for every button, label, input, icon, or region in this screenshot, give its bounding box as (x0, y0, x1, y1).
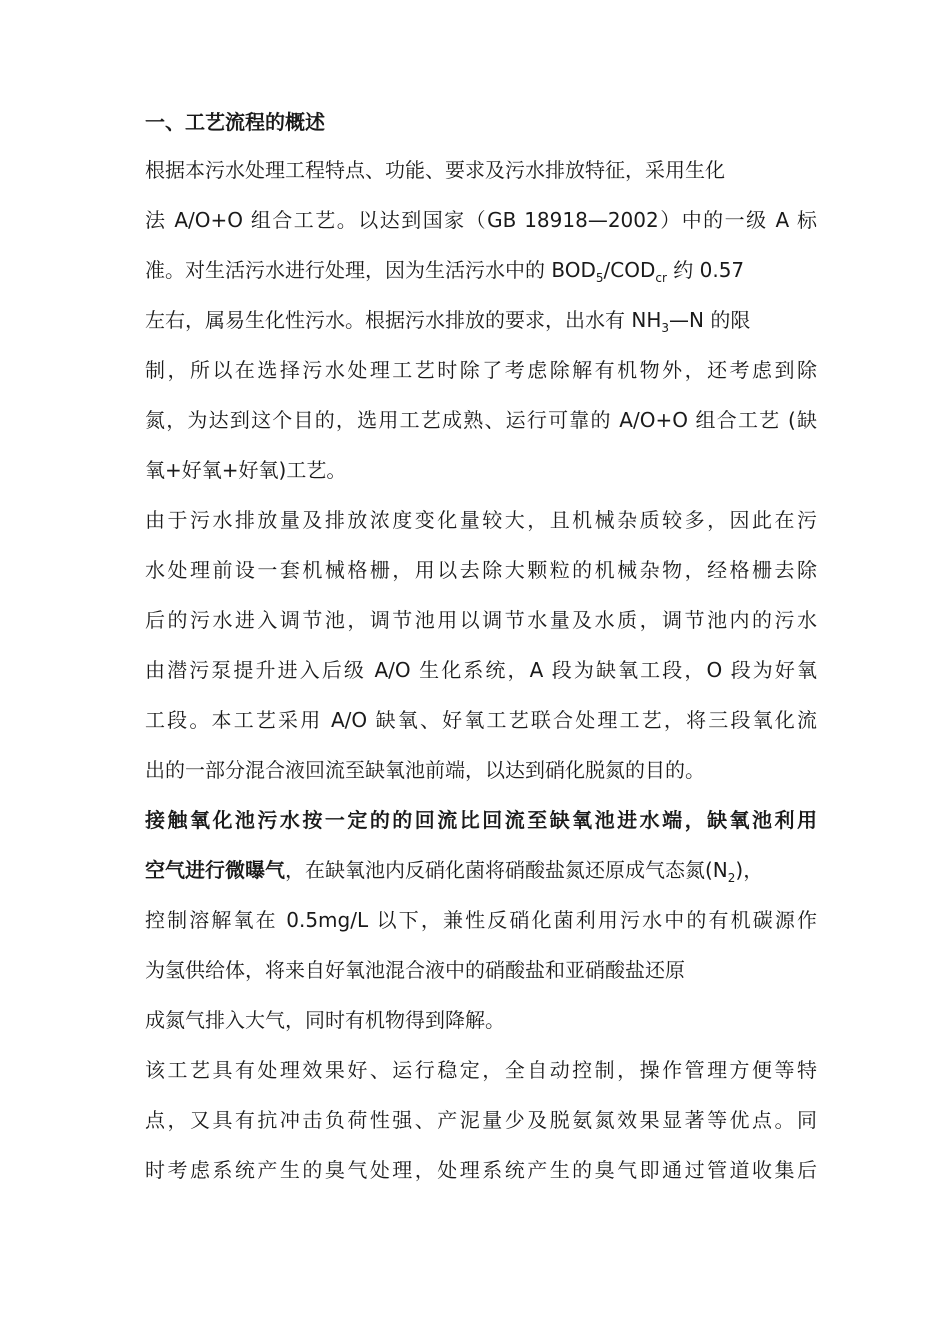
paragraph-2-line-3: 后的污水进入调节池，调节池用以调节水量及水质，调节池内的污水 (145, 608, 817, 632)
paragraph-2-line-4: 由潜污泵提升进入后级 A/O 生化系统，A 段为缺氧工段，O 段为好氧 (145, 658, 817, 682)
paragraph-3-line-5: 成氮气排入大气，同时有机物得到降解。 (145, 1008, 505, 1032)
paragraph-1-line-7: 氧+好氧+好氧)工艺。 (145, 458, 347, 482)
subscript: cr (655, 271, 667, 285)
text-run: 约 0.57 (666, 258, 745, 282)
paragraph-1-line-4 (145, 305, 817, 335)
text-run: /COD (603, 258, 656, 282)
paragraph-1-line-3 (145, 255, 817, 285)
paragraph-4-line-3: 时考虑系统产生的臭气处理，处理系统产生的臭气即通过管道收集后 (145, 1158, 817, 1182)
text-run: —N 的限 (669, 308, 751, 332)
paragraph-2-line-6: 出的一部分混合液回流至缺氧池前端，以达到硝化脱氮的目的。 (145, 758, 705, 782)
paragraph-2-line-1: 由于污水排放量及排放浓度变化量较大，且机械杂质较多，因此在污 (145, 508, 817, 532)
text-run: 准。对生活污水进行处理，因为生活污水中的 BOD (145, 258, 596, 282)
paragraph-3-line-3: 控制溶解氧在 0.5mg/L 以下，兼性反硝化菌利用污水中的有机碳源作 (145, 908, 817, 932)
text-run: 左右，属易生化性污水。根据污水排放的要求，出水有 NH (145, 308, 662, 332)
section-heading: 一、工艺流程的概述 (145, 110, 325, 134)
paragraph-2-line-5: 工段。本工艺采用 A/O 缺氧、好氧工艺联合处理工艺，将三段氧化流 (145, 708, 817, 732)
subscript: 2 (727, 871, 736, 885)
paragraph-3-line-4: 为氢供给体，将来自好氧池混合液中的硝酸盐和亚硝酸盐还原 (145, 958, 685, 982)
paragraph-4-line-2: 点，又具有抗冲击负荷性强、产泥量少及脱氨氮效果显著等优点。同 (145, 1108, 817, 1132)
paragraph-1-line-6: 氮，为达到这个目的，选用工艺成熟、运行可靠的 A/O+O 组合工艺 (缺 (145, 408, 817, 432)
subscript: 3 (661, 321, 669, 335)
bold-text-run: 空气进行微曝气 (145, 858, 285, 882)
text-run: )， (735, 858, 764, 882)
paragraph-2-line-2: 水处理前设一套机械格栅，用以去除大颗粒的机械杂物，经格栅去除 (145, 558, 817, 582)
paragraph-1-line-5: 制，所以在选择污水处理工艺时除了考虑除解有机物外，还考虑到除 (145, 358, 817, 382)
paragraph-3-line-1: 接触氧化池污水按一定的的回流比回流至缺氧池进水端，缺氧池利用 (145, 808, 817, 832)
paragraph-4-line-1: 该工艺具有处理效果好、运行稳定，全自动控制，操作管理方便等特 (145, 1058, 817, 1082)
subscript: 5 (595, 271, 604, 285)
paragraph-1-line-1: 根据本污水处理工程特点、功能、要求及污水排放特征，采用生化 (145, 158, 725, 182)
paragraph-1-line-2: 法 A/O+O 组合工艺。以达到国家（GB 18918—2002）中的一级 A 标 (145, 208, 817, 232)
text-run: ，在缺氧池内反硝化菌将硝酸盐氮还原成气态氮(N (285, 858, 728, 882)
paragraph-3-line-2 (145, 855, 817, 885)
